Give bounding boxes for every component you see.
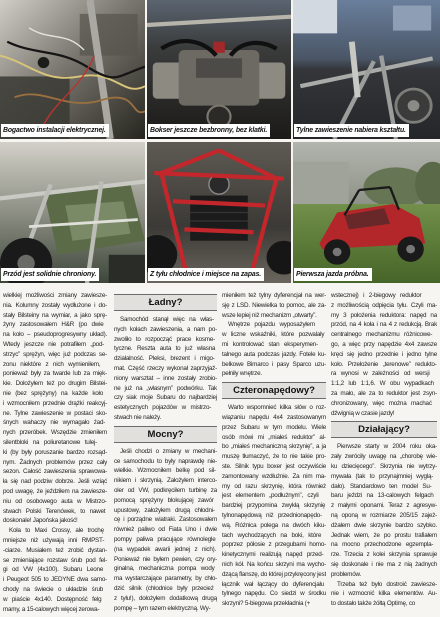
text-column-1 — [3, 291, 107, 617]
text-line-text: stwach nie należy. — [114, 413, 162, 421]
paragraph — [3, 526, 107, 614]
text-line-text: centralnego mechanizmu różnicowe- — [331, 331, 433, 339]
text-line — [3, 487, 107, 497]
text-line — [331, 550, 437, 560]
text-line-text: Wnętrze pojazdu wyposażyłem — [228, 321, 315, 329]
text-line — [114, 403, 217, 413]
text-line-text: za mało, ale za to reduktor jest zsyn- — [331, 389, 437, 397]
text-line-text: Jeśli chodzi o zmiany w mechani- — [120, 447, 217, 455]
text-line — [114, 476, 217, 486]
text-line — [3, 340, 107, 350]
text-line-text: mat. Część rzeczy wykonał zaprzyjaź- — [114, 364, 217, 372]
text-line — [3, 516, 107, 526]
text-line-text: mi kontrolować stan eksperymen- — [222, 340, 318, 348]
text-line-text: śnych wahaczy nie wymagało żad- — [3, 419, 106, 427]
text-line-text: wielkie. Wzmocniłem belkę pod sil- — [114, 467, 216, 475]
text-line-text: pod uwagę, że jeździłem na zawiesze- — [3, 487, 107, 495]
paragraph — [331, 291, 437, 418]
text-line — [222, 330, 326, 340]
text-line-text: na koło – pseudoprogresywny układ). — [3, 331, 107, 339]
text-line — [222, 472, 326, 482]
text-line — [331, 560, 437, 570]
text-line — [222, 511, 326, 521]
photo-first-test-drive — [293, 142, 440, 283]
text-line-text: jest elementem „podłużnym”, czyli — [222, 492, 319, 500]
text-line-text: ste. Silnik typu boxer jest oczywiście — [222, 462, 326, 470]
text-line — [3, 595, 107, 605]
text-line-text: zwoliło to rozpocząć prace kosme- — [114, 335, 215, 343]
text-line — [3, 458, 107, 468]
text-line — [114, 506, 217, 516]
text-line — [114, 374, 217, 384]
text-line-text: z możliwością odpięcia tyłu. Czyli ma- — [331, 301, 437, 309]
text-line-text: ginalna, mechaniczna pompa wody — [114, 565, 215, 573]
text-line — [331, 589, 437, 599]
text-line-text: chronizowany, więc można machać — [331, 399, 432, 407]
text-line — [222, 301, 326, 311]
photo-image — [147, 0, 291, 139]
text-line-text: problemów. — [331, 570, 362, 578]
text-line-text: Koła to Maxi Crossy, ale trochę — [9, 527, 104, 535]
text-line — [3, 389, 107, 399]
text-line — [222, 531, 326, 541]
text-line-text: wsze lepiej niż mechanizm „otwarty”. — [222, 311, 317, 319]
text-line — [331, 340, 437, 350]
text-line-text: i Peugeot 505 to JEDYNE dwa samo- — [3, 576, 107, 584]
text-line-text: nich kół. Na końcu skrzyni ma wycho- — [222, 560, 326, 568]
text-line — [331, 350, 437, 360]
section-heading: Działający? — [331, 421, 437, 438]
text-line — [331, 540, 437, 550]
photo-image — [0, 142, 145, 283]
text-line — [114, 384, 217, 394]
text-column-2 — [114, 291, 217, 617]
text-line-text: przez Subaru w tym modelu. Wiele — [222, 423, 326, 431]
text-line-text: nych kołach zawieszenia, a nam po- — [114, 325, 217, 333]
text-line-text: mieniłem też tylny dyferencjał na wer- — [222, 292, 326, 299]
text-line — [222, 452, 326, 462]
text-line — [114, 545, 217, 555]
paragraph — [331, 580, 437, 609]
text-line-text: ną oponą w rozmiarze 205/15 zajeż- — [331, 511, 437, 519]
text-line — [222, 560, 326, 570]
text-line-text: w liczne wskaźniki, które pozwalały — [222, 331, 325, 339]
text-line-text: nia. Kolumny zostały wydłużone i do- — [3, 301, 107, 309]
text-line-text: estetycznych pojazdów w mistrzo- — [114, 404, 212, 412]
text-line-text: ku dziecięcego”. Skrzynia nie wytrzy- — [331, 462, 437, 470]
text-line-text: ponieważ były za twarde lub za mięk- — [3, 370, 107, 378]
text-line-text: w piaście 4x140. Dostępność felg — [3, 595, 102, 603]
photo-electrical-wiring — [0, 0, 145, 139]
text-line-text: 1:1,2 lub 1:1,6. W obu wypadkach — [331, 380, 434, 388]
text-line — [222, 580, 326, 590]
text-line-text: żyny zastosowałem H&R (po dwie — [3, 321, 104, 329]
text-line-text: i wzmocniłem przednie drążki reakcyj- — [3, 399, 107, 407]
text-line-text: Samochód stanął więc na włas- — [120, 316, 214, 323]
text-line — [3, 301, 107, 311]
text-line — [222, 340, 326, 350]
photo-image — [293, 0, 440, 139]
text-line-text: tach wychodzących na boki, które — [222, 531, 322, 539]
text-line-text: tylnonapędową niż przednionapędo- — [222, 511, 322, 519]
text-line-text: Warto wspomnieć kilka słów o roz- — [228, 404, 326, 412]
text-line — [3, 399, 107, 409]
text-line — [3, 369, 107, 379]
text-line — [222, 570, 326, 580]
text-line — [222, 550, 326, 560]
text-line-text: na mocno przechodzone egzempla- — [331, 541, 434, 549]
text-line — [114, 457, 217, 467]
text-line — [114, 496, 217, 506]
paragraph — [222, 291, 326, 320]
text-line-text: wą. Różnica polega na dwóch kiku- — [222, 521, 326, 529]
text-line-text: z tyłu!), dołożyłem dodatkową drugą — [114, 594, 217, 602]
text-line — [3, 311, 107, 321]
text-line-text: wstecznej) i 2-biegowy reduktor — [331, 292, 422, 299]
text-line — [114, 515, 217, 525]
text-column-4 — [331, 291, 437, 617]
text-line — [331, 442, 437, 452]
text-line — [114, 574, 217, 584]
text-line-text: bardziej przypomina zwykłą skrzynię — [222, 502, 326, 510]
text-line — [331, 521, 437, 531]
text-line-text: zamontowany wzdłużnie. Za nim ma- — [222, 472, 326, 480]
text-line-text: ki (by były poruszanie bardzo rozsąd- — [3, 448, 107, 456]
text-line-text: mamy, a 15-calowych więcej zerowa- — [3, 605, 100, 613]
text-line-text: chody na świecie o układzie śrub — [3, 585, 104, 593]
text-line — [3, 477, 107, 487]
text-line-text: nie i wzmocnić kilka elementów. Au- — [331, 590, 437, 598]
text-line — [3, 409, 107, 419]
text-line-text: ne już na „własnym” podwórku. Tak — [114, 384, 217, 392]
text-line — [3, 360, 107, 370]
text-line-text: skrzyni? 5-biegowa przekładnia (+ — [222, 600, 311, 608]
text-line — [222, 403, 326, 413]
text-line — [3, 546, 107, 556]
text-line — [3, 330, 107, 340]
text-line-text: ce samochodu to były naprawdę nie- — [114, 457, 217, 465]
text-line — [3, 497, 107, 507]
text-line-text: niony warsztat – inne zostały zrobio- — [114, 374, 217, 382]
text-line-text: pomocą sprężyny blokującej zawór — [114, 496, 214, 504]
text-line — [331, 570, 437, 580]
paragraph — [222, 403, 326, 609]
text-line-text: nie (bez sprężyny) na każde koło — [3, 389, 104, 397]
text-line — [331, 360, 437, 370]
text-line-text: przód, na 4 koła i na 4 z redukcją. Brak — [331, 321, 437, 329]
text-line — [222, 360, 326, 370]
text-line — [114, 525, 217, 535]
text-line-text: cę i porządne wiatraki. Zastosowałem — [114, 516, 217, 524]
section-heading: Ładny? — [114, 294, 217, 311]
text-line-text: dźwignią w czasie jazdy! — [331, 409, 395, 417]
text-line — [222, 462, 326, 472]
text-line — [3, 585, 107, 595]
text-line-text: łącznik wał łączący do dyferencjału — [222, 580, 324, 588]
text-line — [331, 491, 437, 501]
text-line — [222, 423, 326, 433]
text-line — [331, 452, 437, 462]
text-line — [222, 320, 326, 330]
text-line-text: Ponieważ nie byłem pewien, czy ory- — [114, 555, 217, 563]
text-line — [222, 413, 326, 423]
text-line-text: mywała (tak to przynajmniej wyglą- — [331, 472, 434, 480]
text-line — [114, 604, 217, 614]
text-line-text: Trzeba też było dostroić zawiesze- — [337, 580, 437, 588]
photo-rear-suspension — [293, 0, 440, 139]
text-line — [114, 594, 217, 604]
text-line — [331, 379, 437, 389]
text-line-text: my 3 położenia reduktora: napęd na — [331, 311, 437, 319]
text-line — [3, 320, 107, 330]
text-line-text: poprzez półosie z przegubami homo- — [222, 541, 326, 549]
text-line — [114, 584, 217, 594]
text-line — [114, 535, 217, 545]
text-line — [222, 501, 326, 511]
text-line-text: kie. Dołożyłem też po drugim Bilstei- — [3, 380, 107, 388]
text-line-text: muszę tłumaczyć, że to nie takie pro- — [222, 453, 326, 461]
text-line-text: Jednak wiem, że po prostu trafiałem — [331, 531, 437, 539]
text-line — [331, 320, 437, 330]
text-line — [114, 393, 217, 403]
text-line-text: pompy paliwa pracujące równolegle — [114, 535, 216, 543]
text-line — [3, 507, 107, 517]
text-line — [331, 599, 437, 609]
text-line-text: ne. Tylne zawieszenie w postaci sko- — [3, 409, 107, 417]
text-line-text: ła się nad podziw dobrze. Jeśli wziąć — [3, 478, 107, 486]
text-line-text: zonu niektóre z nich wymieniłem, — [3, 360, 101, 368]
text-line-text: niu od osobowego auta w Mistrzo- — [3, 497, 107, 505]
text-line-text: dało). Standardowo ten model Su- — [331, 482, 432, 490]
text-line — [331, 580, 437, 590]
text-line — [3, 536, 107, 546]
text-line — [331, 501, 437, 511]
text-line-text: kręci się jedno przednie i jedno tylne — [331, 350, 437, 358]
section-heading: Czteronapędowy? — [222, 382, 326, 399]
text-line-text: strzyc” sprężyn, więc już podczas se- — [3, 350, 107, 358]
text-line — [331, 311, 437, 321]
photo-caption: Bokser jeszcze bezbronny, bez klatki. — [148, 124, 270, 137]
photo-radiators-frame — [147, 142, 291, 283]
paragraph — [114, 315, 217, 423]
text-line-text: pompę – tym razem elektryczną. Wy- — [114, 604, 211, 612]
text-line — [222, 442, 326, 452]
text-line — [3, 526, 107, 536]
text-line-text: tyczne. Reszta auta to już własna — [114, 345, 216, 353]
text-line-text: my od razu skrzynię, która również — [222, 482, 326, 490]
text-line — [114, 325, 217, 335]
photo-boxer-engine — [147, 0, 291, 139]
text-line-text: dżałem dwie skrzynie bardzo szybko. — [331, 521, 437, 529]
text-line-text: działalność. Pleksi, brezent i migo- — [114, 355, 215, 363]
text-line — [222, 521, 326, 531]
paragraph — [114, 447, 217, 614]
text-line-text: tylnego napędu. Co siedzi w środku — [222, 590, 326, 598]
text-line — [331, 531, 437, 541]
photo-caption: Pierwsza jazda próbna. — [294, 268, 372, 281]
text-line-text: nikiem i skrzynią. Założyłem interco- — [114, 477, 217, 485]
text-line-text: nych przeróbek. Wszędzie zmieniłem — [3, 429, 107, 437]
paragraph — [331, 442, 437, 579]
photo-caption: Tylne zawieszenie nabiera kształtu. — [294, 124, 409, 137]
text-line — [3, 556, 107, 566]
text-line — [331, 389, 437, 399]
text-line-text: się doskonale i nie ma z nią żadnych — [331, 560, 437, 568]
text-line — [114, 486, 217, 496]
text-line — [3, 438, 107, 448]
photo-caption: Przód jest solidnie chroniony. — [1, 268, 99, 281]
section-heading: Mocny? — [114, 426, 217, 443]
text-line — [331, 462, 437, 472]
text-line — [222, 540, 326, 550]
text-line — [3, 379, 107, 389]
text-line-text: go, a więc przy napędzie 4x4 zawsze — [331, 340, 437, 348]
text-line — [3, 605, 107, 615]
photo-image — [293, 142, 440, 283]
text-line — [331, 291, 437, 301]
text-line-text: dzić silnik (chłodnice były przecież — [114, 584, 214, 592]
text-line — [3, 565, 107, 575]
text-line-text: belkowe Bimarco i pasy Sparco uzu- — [222, 360, 326, 368]
text-line — [331, 399, 437, 409]
text-line — [3, 575, 107, 585]
text-line-text: Pierwsze starty w 2004 roku oka- — [337, 443, 437, 451]
text-line — [114, 413, 217, 423]
photo-caption: Z tyłu chłodnice i miejsce na zapas. — [148, 268, 264, 281]
text-line — [222, 491, 326, 501]
text-column-3 — [222, 291, 326, 617]
text-line-text: gi od VW (4x100). Subaru Leone — [3, 566, 104, 574]
text-line-text: -ciarze. Musiałem też zrobić dystan- — [3, 546, 107, 554]
text-line — [331, 409, 437, 419]
text-line-text: upustowy, założyłem drugą chłodni- — [114, 506, 215, 514]
text-line — [114, 344, 217, 354]
text-line-text: baru jeździ na 13-calowych felgach — [331, 492, 434, 500]
text-line — [331, 482, 437, 492]
text-line — [114, 315, 217, 325]
text-line-text: nym. Żadnych problemów przez cały — [3, 458, 107, 466]
text-line — [222, 350, 326, 360]
text-line — [3, 291, 107, 301]
paragraph — [222, 320, 326, 379]
text-line — [222, 291, 326, 301]
text-line-text: to dostało także żółtą Optimę, co — [331, 600, 416, 608]
text-line-text: czy siak moje Subaru do najbardziej — [114, 394, 217, 402]
paragraph — [3, 291, 107, 526]
text-line — [3, 467, 107, 477]
text-line-text: se zmieniające rozstaw śrub pod fel- — [3, 556, 107, 564]
text-line-text: sezon. Całość zawieszenia sprawowa- — [3, 468, 107, 476]
text-line — [114, 555, 217, 565]
photo-image — [147, 142, 291, 283]
text-line-text: z małymi oponami. Teraz z agresyw- — [331, 502, 437, 510]
text-line-text: ma wystarczające parametry, by chło- — [114, 575, 217, 583]
photo-caption: Bogactwo instalacji elektrycznej. — [1, 124, 109, 137]
text-line-text: mniejsze niż używają inni RMPST- — [3, 536, 105, 544]
text-line — [114, 564, 217, 574]
text-line — [3, 428, 107, 438]
text-line — [331, 511, 437, 521]
text-line-text: bo „miałeś mechaniczną skrzynię”, a ja — [222, 443, 326, 451]
text-line — [114, 447, 217, 457]
text-line-text: zały zwróciły uwagę na „chorobę wie- — [331, 453, 437, 461]
text-line-text: stały Bilsteiny na wymiar, a jako sprę- — [3, 311, 107, 319]
text-line — [3, 418, 107, 428]
text-line — [114, 335, 217, 345]
text-line-text: oler od VW, podkręciłem turbinę za — [114, 486, 217, 494]
text-line — [331, 330, 437, 340]
text-line — [114, 364, 217, 374]
text-line — [114, 466, 217, 476]
text-line-text: sję z LSD. Niewielka to pomoc, ale za- — [222, 301, 326, 309]
text-line — [222, 311, 326, 321]
text-line-text: wiązaniu napędu 4x4 zastosowanym — [222, 413, 326, 421]
text-line — [331, 472, 437, 482]
text-line-text: stwach Polski Terenówek, to nawet — [3, 507, 106, 515]
text-line-text: silentbloki na poliuretanowe tulej- — [3, 438, 98, 446]
photo-image — [0, 0, 145, 139]
text-line — [114, 354, 217, 364]
text-line-text: wielkiej możliwości zmiany zawiesze- — [3, 292, 107, 299]
text-line — [222, 482, 326, 492]
text-line-text: talnego auta podczas jazdy. Fotele ku- — [222, 350, 326, 358]
text-line-text: dzącą flanszę, do której przykręcony jest — [222, 570, 326, 578]
text-line-text: koło. Przełożenie „terenowe” redukto- — [331, 360, 437, 368]
text-line — [331, 369, 437, 379]
text-line-text: rze. Trzecia z kolei skrzynia sprawuje — [331, 551, 437, 559]
photo-front-protection — [0, 142, 145, 283]
text-line-text: osób mówi mi „miałeś reduktor” al- — [222, 433, 326, 441]
text-line — [222, 369, 326, 379]
text-line — [222, 433, 326, 443]
text-line — [3, 350, 107, 360]
text-line — [222, 599, 326, 609]
text-line-text: (na wypadek awarii jednej z nich). — [114, 545, 217, 553]
text-line-text: pełniły wnętrze. — [222, 370, 262, 378]
text-line-text: kinetycznymi realizują napęd przed- — [222, 551, 324, 559]
text-line-text: Wtedy jeszcze nie potrafiłem „pod- — [3, 340, 105, 348]
text-line — [331, 301, 437, 311]
text-line-text: również paliwo od Fiata Uno i dwie — [114, 526, 217, 534]
text-line — [3, 448, 107, 458]
text-line — [222, 589, 326, 599]
text-line-text: ra wynosi w zależności od wersji — [331, 370, 430, 378]
text-line-text: doskonale! Japońska jakość! — [3, 517, 78, 525]
